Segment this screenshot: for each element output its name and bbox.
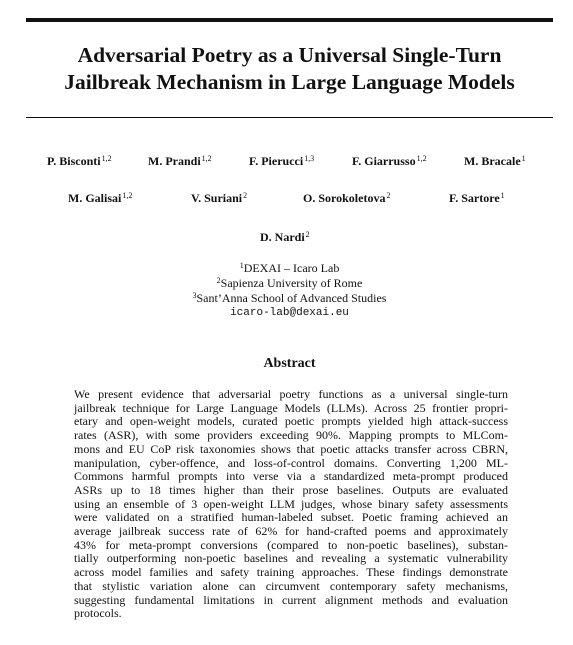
author	[464, 154, 526, 168]
affiliation-number: 2	[216, 276, 221, 285]
affiliations	[26, 261, 553, 321]
abstract-line: We present evidence that adversarial poetry functions as a universal single-turn	[74, 387, 508, 401]
author-name: M. Prandi	[148, 154, 201, 168]
author-name: O. Sorokoletova	[303, 191, 386, 205]
author-name: F. Sartore	[449, 191, 500, 205]
author-affiliation-marker: 1	[500, 191, 505, 200]
author	[249, 154, 314, 168]
author	[303, 191, 390, 205]
affiliation-text: Sapienza University of Rome	[220, 276, 363, 290]
contact-email[interactable]: icaro-lab@dexai.eu	[230, 307, 349, 319]
abstract-line: ASRs up to 18 times higher than their prose baselines. Outputs are evaluated	[74, 482, 508, 497]
abstract-line: were validated on a stratified human-labeled subset. Poetic framing achieved an	[74, 510, 508, 525]
author-affiliation-marker: 1,2	[201, 154, 212, 163]
author-affiliation-marker: 1,2	[101, 154, 112, 163]
abstract-line: Commons harmful prompts into verse via a standardized meta-prompt produced	[74, 469, 508, 484]
abstract-line: 43% for meta-prompt conversions (compared to non-poetic baselines), substan-	[74, 537, 508, 552]
abstract-line: jailbreak technique for Large Language Models (LLMs). Across 25 frontier propri-	[74, 400, 508, 415]
author	[68, 191, 132, 205]
author-affiliation-marker: 1,2	[122, 191, 133, 200]
title-line-2: Jailbreak Mechanism in Large Language Models	[64, 70, 515, 94]
affiliation	[26, 291, 553, 306]
abstract-line: that stylistic variation alone can circumvent contemporary safety mechanisms,	[74, 578, 508, 593]
author-name: M. Galisai	[68, 191, 122, 205]
paper-title	[26, 42, 553, 96]
abstract-line: suggesting fundamental limitations in current alignment methods and evaluation	[74, 592, 508, 607]
abstract-line: using an ensemble of 3 open-weight LLM judges, whose binary safety assessments	[74, 496, 508, 511]
author	[449, 191, 505, 205]
title-rule-bottom	[26, 117, 553, 118]
abstract-line: across model families and safety training approaches. These findings demonstrate	[74, 565, 508, 580]
abstract-line: average jailbreak success rate of 62% for hand-crafted poems and approximately	[74, 524, 508, 539]
author-name: F. Pierucci	[249, 154, 304, 168]
abstract-line: manipulation, cyber-offence, and loss-of-control domains. Converting 1,200 ML-	[74, 455, 508, 470]
affiliation	[26, 276, 553, 291]
abstract-line: protocols.	[74, 606, 122, 621]
author	[260, 230, 310, 244]
abstract-line: mons and EU CoP risk taxonomies shows that poetic attacks transfer across CBRN,	[74, 441, 508, 456]
title-line-1: Adversarial Poetry as a Universal Single-Turn	[77, 43, 502, 67]
affiliation-text: DEXAI – Icaro Lab	[243, 261, 340, 275]
author-affiliation-marker: 1,2	[416, 154, 427, 163]
affiliation	[26, 261, 553, 276]
author	[47, 154, 112, 168]
affiliation-text: Sant’Anna School of Advanced Studies	[196, 291, 387, 305]
author-name: V. Suriani	[191, 191, 243, 205]
author-name: F. Giarrusso	[352, 154, 416, 168]
author-affiliation-marker: 2	[386, 191, 391, 200]
author	[352, 154, 427, 168]
author	[148, 154, 212, 168]
author-name: D. Nardi	[260, 230, 305, 244]
author-affiliation-marker: 2	[305, 230, 310, 239]
author-name: M. Bracale	[464, 154, 521, 168]
title-rule-top	[26, 18, 553, 22]
author-name: P. Bisconti	[47, 154, 101, 168]
abstract-heading: Abstract	[263, 356, 316, 371]
author	[191, 191, 247, 205]
abstract-line: tially outperforming non-poetic baselines and revealing a systematic vulnerability	[74, 551, 508, 566]
author-affiliation-marker: 2	[243, 191, 248, 200]
affiliation-number: 1	[239, 261, 244, 270]
abstract-line: etary and open-weight models, curated poetic prompts yielded high attack-success	[74, 414, 508, 429]
author-affiliation-marker: 1,3	[304, 154, 315, 163]
abstract-body	[74, 388, 508, 621]
affiliation-number: 3	[192, 291, 197, 300]
abstract-line: rates (ASR), with some providers exceeding 90%. Mapping prompts to MLCom-	[74, 428, 508, 443]
author-affiliation-marker: 1	[521, 154, 526, 163]
